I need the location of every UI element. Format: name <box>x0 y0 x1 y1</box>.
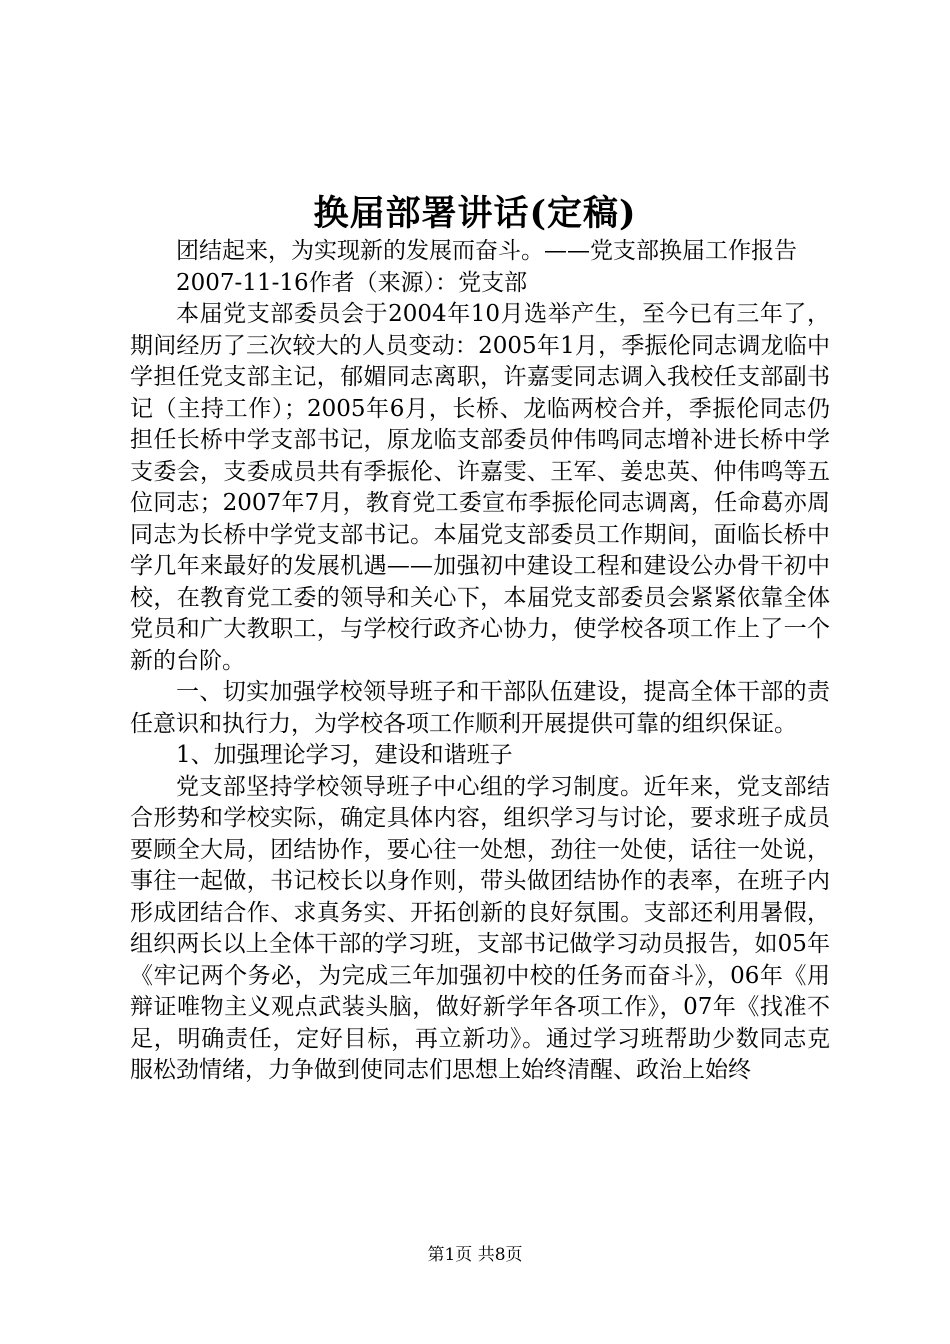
subsection-heading: 1、加强理论学习，建设和谐班子 <box>176 742 513 768</box>
section-heading: 一、切实加强学校领导班子和干部队伍建设，提高全体干部的责任意识和执行力，为学校各项工作顺利开展提供可靠的组织保证。 <box>130 679 830 737</box>
page-title: 换届部署讲话(定稿) <box>313 193 637 234</box>
document-body <box>130 236 830 1087</box>
page-footer: 第1页 共8页 <box>427 1245 523 1265</box>
body-paragraph: 本届党支部委员会于2004年10月选举产生，至今已有三年了，期间经历了三次较大的人员变动：2005年1月，季振伦同志调龙临中学担任党支部主记，郁媚同志离职，许嘉雯同志调入我校任支部副书记（主持工作）；2005年6月，长桥、龙临两校合并，季振伦同志仍担任长桥中学支部书记，原龙临支部委员仲伟鸣同志增补进长桥中学支委会，支委成员共有季振伦、许嘉雯、王军、姜忠英、仲伟鸣等五位同志；2007年7月，教育党工委宣布季振伦同志调离，任命葛亦周同志为长桥中学党支部书记。本届党支部委员工作期间，面临长桥中学几年来最好的发展机遇——加强初中建设工程和建设公办骨干初中校，在教育党工委的领导和关心下，本届党支部委员会紧紧依靠全体党员和广大教职工，与学校行政齐心协力，使学校各项工作上了一个新的台阶。 <box>130 301 830 674</box>
date-source-line: 2007-11-16作者（来源）：党支部 <box>176 269 528 296</box>
subtitle-paragraph: 团结起来，为实现新的发展而奋斗。——党支部换届工作报告 <box>176 238 797 264</box>
body-paragraph: 党支部坚持学校领导班子中心组的学习制度。近年来，党支部结合形势和学校实际，确定具体内容，组织学习与讨论，要求班子成员要顾全大局，团结协作，要心往一处想，劲往一处使，话往一处说，事往一起做，书记校长以身作则，带头做团结协作的表率，在班子内形成团结合作、求真务实、开拓创新的良好氛围。支部还利用暑假，组织两长以上全体干部的学习班，支部书记做学习动员报告，如05年《牢记两个务必，为完成三年加强初中校的任务而奋斗》，06年《用辩证唯物主义观点武装头脑，做好新学年各项工作》，07年《找准不足，明确责任，定好目标，再立新功》。通过学习班帮助少数同志克服松劲情绪，力争做到使同志们思想上始终清醒、政治上始终 <box>130 773 830 1083</box>
